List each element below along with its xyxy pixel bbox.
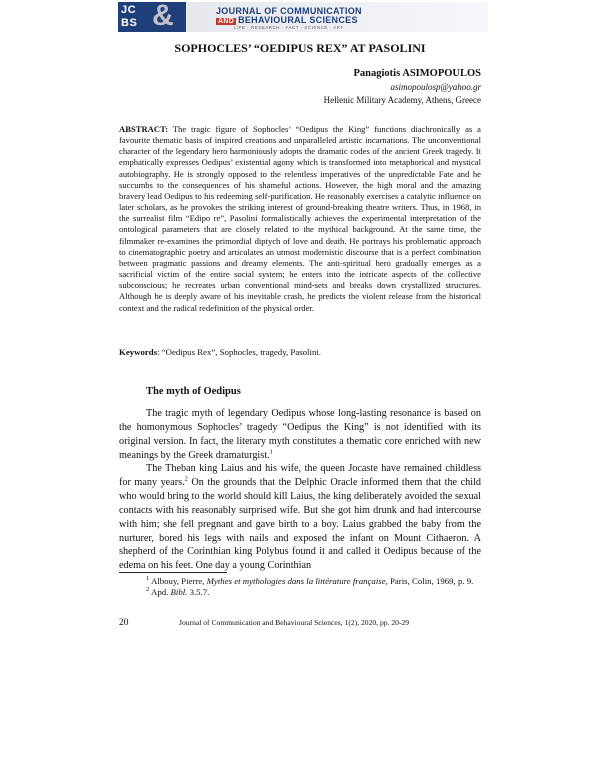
logo-text-jc: JC (121, 4, 137, 16)
footnote-text: 3.5.7. (187, 587, 210, 598)
page-number: 20 (119, 618, 129, 628)
body-paragraph-2-text-a: The Theban king Laius and his wife, the queen Jocaste have remained childless for many years. (119, 463, 481, 489)
footnote-italic-title: Mythes et mythologies dans la littérature française (206, 576, 386, 586)
body-paragraph (119, 407, 481, 462)
author-email: asimopoulosp@yahoo.gr (390, 82, 481, 92)
article-title: SOPHOCLES’ “OEDIPUS REX” AT PASOLINI (174, 41, 426, 55)
journal-tagline: LIFE · RESEARCH · FACT · SCIENCE · ART (234, 25, 344, 30)
section-heading: The myth of Oedipus (146, 386, 241, 397)
keywords-text: : “Oedipus Rex”, Sophocles, tragedy, Pasolini. (157, 347, 321, 357)
journal-title-line2 (216, 15, 358, 25)
journal-title-line2-text: BEHAVIOURAL SCIENCES (238, 15, 358, 25)
keywords (119, 347, 481, 357)
author-name: Panagiotis ASIMOPOULOS (353, 68, 481, 79)
footnotes (119, 576, 481, 598)
journal-logo (118, 2, 186, 32)
footnote-divider (119, 572, 227, 573)
journal-title-line1: JOURNAL OF COMMUNICATION (216, 6, 362, 16)
abstract-text: The tragic figure of Sophocles’ “Oedipus the King” functions diachronically as a favourite thematic basis of inspired creations and unparalleled artistic incarnations. The unconventional character of the legendary hero harmoniously adopts the dramatic codes of the ancient Greek tragedy. It emphatically expresses Oedipus’ existential agony which is transformed into metaphorical and mystical autobiography. He is strongly opposed to the relentless imperatives of the unpredictable Fate and he succumbs to the consequences of his shameful actions. However, the high moral and the amazing bravery lead Oedipus to his redeeming self-purification. He reasonably exercises a catalytic influence on later scholars, as he provokes the striking interest of ground-breaking theatre writers. Thus, in 1968, in the surrealist film “Edipo re”, Pasolini formalistically achieves the experimental interpretation of the ontological parameters that are closely related to the mythical background. At the same time, the filmmaker re-examines the primordial diptych of love and death. He portrays his problematic approach to cinematographic poetry and articulates an utmost modernistic discourse that is a perfect combination between pragmatic passions and dreamy elements. The anti-spiritual hero gradually emerges as a sacrificial victim of the entire social system; he enters into the intricate aspects of the collective subconscious; he recreates urban conventional mind-sets and breaks down crystallized structures. Although he is deeply aware of his inevitable crash, he predicts the violent release from the historical context and the radical redefinition of the physical order. (119, 124, 481, 313)
journal-banner (118, 2, 488, 32)
footnote-number: 1 (146, 575, 150, 583)
footnote-text: , Paris, Colin, 1969, p. 9. (385, 576, 474, 586)
footnote-number: 2 (146, 586, 150, 594)
footnote-ref-2[interactable]: 2 (184, 475, 188, 483)
body-text (119, 407, 481, 573)
abstract-label: ABSTRACT: (119, 124, 169, 134)
footnote (119, 587, 481, 598)
abstract (119, 124, 481, 314)
logo-text-bs: BS (121, 17, 138, 29)
author-affiliation: Hellenic Military Academy, Athens, Greece (323, 95, 481, 105)
keywords-label: Keywords (119, 347, 158, 357)
body-paragraph (119, 462, 481, 573)
footnote (119, 576, 481, 587)
footnote-text: Apd. (149, 587, 171, 598)
journal-title-box (186, 2, 488, 32)
journal-citation: Journal of Communication and Behavioural Sciences, 1(2), 2020, pp. 20-29 (179, 618, 410, 627)
footnote-italic-title: Bibl. (170, 587, 188, 598)
logo-ampersand: & (152, 0, 174, 32)
footnote-ref-1[interactable]: 1 (269, 448, 273, 456)
body-paragraph-1-text: The tragic myth of legendary Oedipus whose long-lasting resonance is based on the homonymous Sophocles’ tragedy “Oedipus the King” is not identified with its original version. In fact, the literary myth constitutes a thematic core enriched with new meanings by the Greek dramaturgist. (119, 408, 481, 461)
journal-and-badge: AND (218, 18, 235, 25)
footnote-text: Albouy, Pierre, (149, 576, 207, 586)
body-paragraph-2-text-b: On the grounds that the Delphic Oracle informed them that the child who would bring to the world should kill Laius, the king deliberately avoided the sexual contacts with his reasonably surprised wife. But she got him drunk and had intercourse with him; she fell pregnant and gave birth to a boy. Laius grabbed the baby from the nurturer, bored his legs with nails and exposed the infant on Mount Cithaeron. A shepherd of the Corinthian king Polybus found it and called it Oedipus because of the edema on his feet. One day a young Corinthian (119, 477, 481, 572)
